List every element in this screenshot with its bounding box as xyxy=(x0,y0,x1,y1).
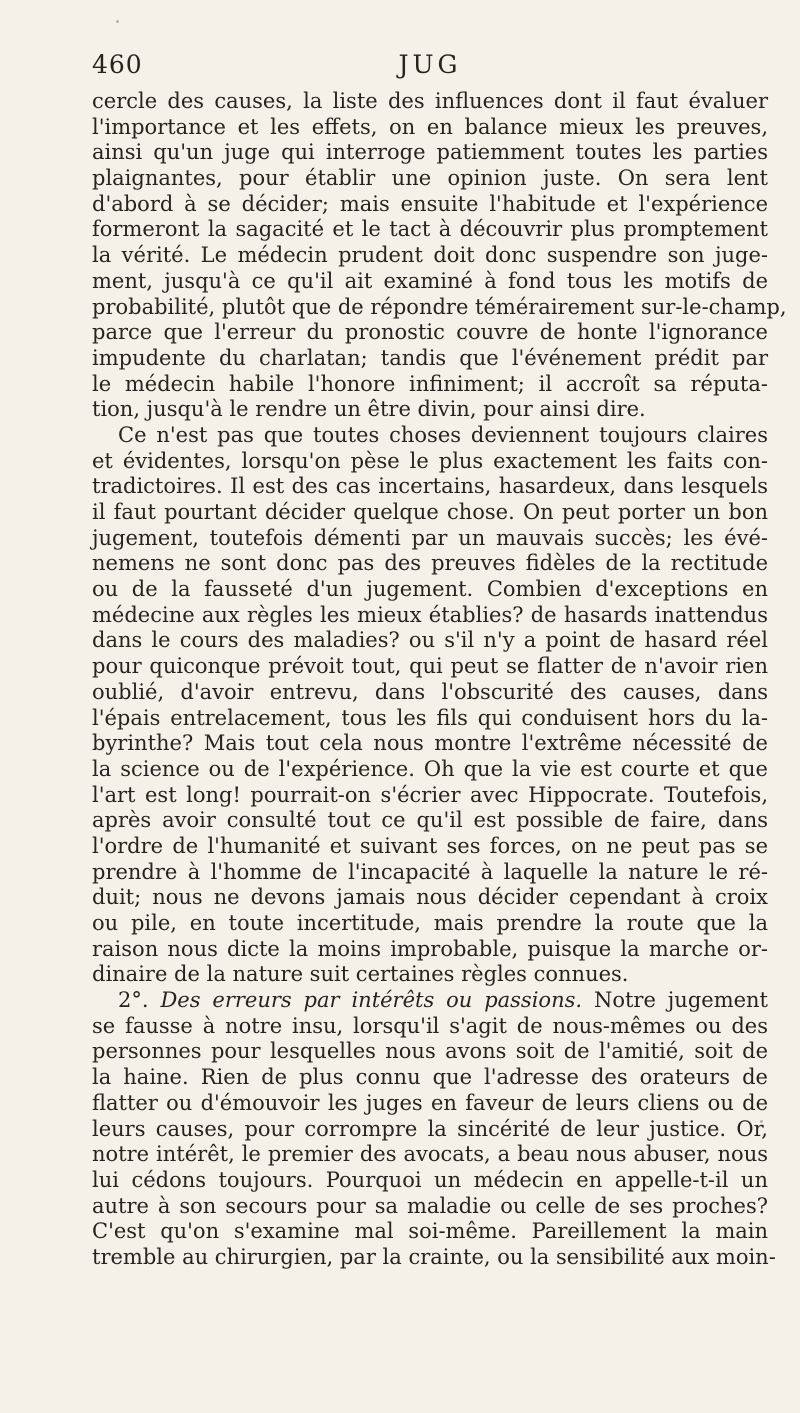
text-line: oublié, d'avoir entrevu, dans l'obscurité des causes, dans xyxy=(92,679,768,704)
text-line: formeront la sagacité et le tact à découvrir plus promptement xyxy=(92,217,768,242)
text-line: se fausse à notre insu, lorsqu'il s'agit de nous-mêmes ou des xyxy=(92,1013,768,1038)
text-line: l'ordre de l'humanité et suivant ses forces, on ne peut pas se xyxy=(92,833,768,858)
text-line: leurs causes, pour corrompre la sincérité de leur justice. Or, xyxy=(92,1116,768,1141)
text-line: après avoir consulté tout ce qu'il est possible de faire, dans xyxy=(92,808,768,833)
text-line: lui cédons toujours. Pourquoi un médecin en appelle-t-il un xyxy=(92,1167,768,1192)
text-line: ou pile, en toute incertitude, mais prendre la route que la xyxy=(92,911,768,935)
section-number: 2°. xyxy=(118,988,149,1013)
text-line: l'importance et les effets, on en balance mieux les preuves, xyxy=(92,114,768,139)
text-line: autre à son secours pour sa maladie ou celle de ses proches? xyxy=(92,1193,768,1218)
paper-speck xyxy=(116,20,119,23)
text-line: il faut pourtant décider quelque chose. On peut porter un bon xyxy=(92,500,768,524)
text-line: Ce n'est pas que toutes choses deviennent toujours claires xyxy=(118,422,768,447)
text-line: ainsi qu'un juge qui interroge patiemment toutes les parties xyxy=(92,140,768,165)
text-line: raison nous dicte la moins improbable, puisque la marche or- xyxy=(92,936,768,961)
text-line: jugement, toutefois démenti par un mauvais succès; les évé- xyxy=(92,525,768,550)
text-line: parce que l'erreur du pronostic couvre de honte l'ignorance xyxy=(92,320,768,345)
text-line: cercle des causes, la liste des influences dont il faut évaluer xyxy=(92,89,768,113)
section-heading: Des erreurs par intérêts ou passions. xyxy=(160,988,583,1013)
paragraph-3 xyxy=(92,988,776,1271)
text-line: byrinthe? Mais tout cela nous montre l'extrême nécessité de xyxy=(92,731,768,756)
text-line: dinaire de la nature suit certaines règles connues. xyxy=(92,962,629,987)
text-line: ment, jusqu'à ce qu'il ait examiné à fond tous les motifs de xyxy=(92,268,768,293)
text-line: flatter ou d'émouvoir les juges en faveur de leurs cliens ou de xyxy=(92,1090,768,1115)
text-line: plaignantes, pour établir une opinion juste. On sera lent xyxy=(92,166,768,191)
body-text xyxy=(92,89,787,1271)
paragraph-1 xyxy=(92,89,787,423)
text-line: pour quiconque prévoit tout, qui peut se flatter de n'avoir rien xyxy=(92,654,768,679)
text-line: notre intérêt, le premier des avocats, a beau nous abuser, nous xyxy=(92,1142,768,1167)
text-line: personnes pour lesquelles nous avons soit de l'amitié, soit de xyxy=(92,1039,768,1064)
text-line: la vérité. Le médecin prudent doit donc suspendre son juge- xyxy=(92,243,768,268)
text-line: dans le cours des maladies? ou s'il n'y a point de hasard réel xyxy=(92,628,768,653)
running-title: JUG xyxy=(398,50,462,79)
text-line: l'art est long! pourrait-on s'écrier avec Hippocrate. Toutefois, xyxy=(92,782,768,807)
text-line xyxy=(92,988,768,1014)
text-line: prendre à l'homme de l'incapacité à laquelle la nature le ré- xyxy=(92,859,768,884)
text-line: d'abord à se décider; mais ensuite l'habitude et l'expérience xyxy=(92,191,768,216)
section-heading-continuation: Notre jugement xyxy=(593,988,768,1013)
text-line: tradictoires. Il est des cas incertains, hasardeux, dans lesquels xyxy=(92,474,768,499)
text-line: tion, jusqu'à le rendre un être divin, pour ainsi dire. xyxy=(92,397,646,422)
text-line: médecine aux règles les mieux établies? de hasards inattendus xyxy=(92,602,768,627)
paragraph-2 xyxy=(92,423,768,988)
text-line: tremble au chirurgien, par la crainte, ou la sensibilité aux moin- xyxy=(92,1244,776,1269)
text-line: nemens ne sont donc pas des preuves fidèles de la rectitude xyxy=(92,551,768,576)
text-line: l'épais entrelacement, tous les fils qui conduisent hors du la- xyxy=(92,705,768,730)
text-line: le médecin habile l'honore infiniment; il accroît sa réputa- xyxy=(92,371,768,396)
text-line: la science ou de l'expérience. Oh que la vie est courte et que xyxy=(92,756,768,781)
text-line: et évidentes, lorsqu'on pèse le plus exactement les faits con- xyxy=(92,448,768,473)
text-line: ou de la fausseté d'un jugement. Combien d'exceptions en xyxy=(92,577,768,602)
text-line: impudente du charlatan; tandis que l'événement prédit par xyxy=(92,345,768,370)
page-header xyxy=(92,50,768,84)
text-line: la haine. Rien de plus connu que l'adresse des orateurs de xyxy=(92,1065,768,1090)
page-number: 460 xyxy=(92,50,143,79)
text-line: duit; nous ne devons jamais nous décider cependant à croix xyxy=(92,885,768,910)
text-line: C'est qu'on s'examine mal soi-même. Pareillement la main xyxy=(92,1219,768,1244)
text-line: probabilité, plutôt que de répondre témérairement sur-le-champ, xyxy=(92,294,787,319)
